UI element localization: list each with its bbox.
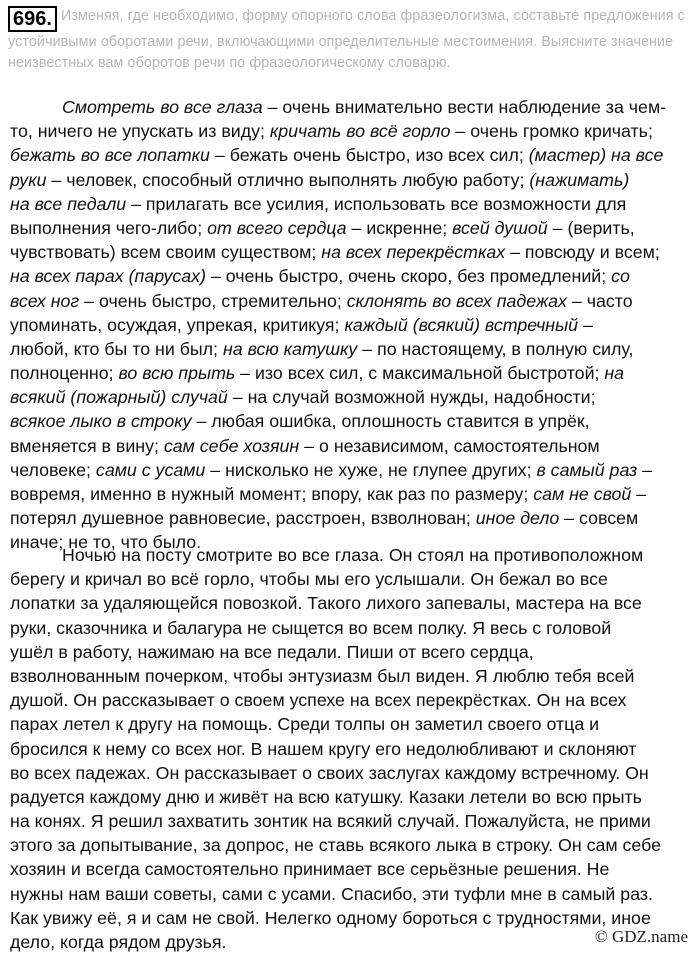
idiom-text: всех ног: [10, 290, 80, 311]
sentence-line: парах летел к другу на помощь. Среди толпы он заметил своего отца и: [10, 714, 600, 735]
idiom-text: в самый раз: [536, 459, 638, 480]
definition-text: – по настоящему, в полную силу,: [357, 338, 634, 359]
sentence-line: руки, сказочника и балагура не сыщется во всем полку. Я весь с головой: [10, 617, 612, 638]
definition-text: человеке;: [10, 459, 96, 480]
idiom-text: на все педали: [10, 193, 127, 214]
sentence-line: Ночью на посту смотрите во все глаза. Он стоял на противоположном: [62, 545, 644, 565]
idiom-text: всякий (пожарный) случай: [10, 387, 228, 408]
definition-text: потерял душевное равновесие, расстроен, взволнован;: [10, 508, 476, 529]
sentence-line: душой. Он рассказывает о своем успехе на всех перекрёстках. Он на всех: [10, 690, 627, 711]
definition-text: – (верить,: [547, 217, 635, 238]
definition-line: [10, 458, 690, 482]
idiom-text: на: [604, 363, 625, 384]
definition-text: любой, кто бы то ни был;: [10, 338, 223, 359]
sentence-line: этого за допытывание, за допрос, не ставь всякого лыка в строку. Он сам себе: [10, 835, 661, 856]
sentence-line: во всех падежах. Он рассказывает о своих заслугах каждому встречному. Он: [10, 762, 649, 783]
definition-line: [10, 482, 690, 506]
idiom-text: кричать во всё горло: [269, 121, 451, 142]
definition-line: [10, 192, 690, 216]
definition-line: [10, 95, 690, 119]
definition-text: – очень громко кричать;: [450, 121, 653, 142]
idiom-text: на всех парах (парусах): [10, 266, 206, 287]
definition-text: – очень быстро, очень скоро, без промедлений;: [206, 266, 612, 287]
definition-text: – человек, способный отлично выполнять любую работу;: [46, 169, 530, 190]
definition-line: [10, 216, 690, 240]
definition-text: – очень внимательно вести наблюдение за чем-: [262, 97, 667, 117]
definition-line: [10, 168, 690, 192]
definition-line: [10, 143, 690, 167]
definition-text: –: [578, 314, 593, 335]
idiom-text: руки: [10, 169, 47, 190]
definition-text: – изо всех сил, с максимальной быстротой;: [235, 363, 605, 384]
idiom-text: от всего сердца: [207, 217, 347, 238]
definition-line: [10, 337, 690, 361]
definition-text: чувствовать) всем своим существом;: [10, 242, 322, 263]
definition-text: – совсем: [559, 508, 639, 529]
definition-text: – прилагать все усилия, использовать все возможности для: [126, 193, 627, 214]
definition-line: [10, 119, 690, 143]
definition-text: – любая ошибка, оплошность ставится в упрёк,: [191, 411, 590, 432]
definition-text: –: [637, 459, 653, 480]
sentence-line: взволнованным почерком, чтобы энтузиазм был виден. Я люблю тебя всей: [10, 665, 635, 686]
idiom-text: всей душой: [452, 217, 548, 238]
idiom-text: всякое лыко в строку: [10, 411, 192, 432]
task-number: 696.: [8, 6, 57, 32]
idiom-text: на всю катушку: [222, 338, 358, 359]
definition-text: – бежать очень быстро, изо всех сил;: [209, 145, 529, 166]
idiom-text: сам себе хозяин: [163, 435, 300, 456]
watermark: © GDZ.name: [594, 927, 688, 946]
definitions-paragraph: [10, 95, 690, 555]
definition-text: иначе; не то, что было.: [10, 532, 202, 553]
example-sentences-paragraph: [10, 543, 690, 954]
definition-text: вовремя, именно в нужный момент; впору, как раз по размеру;: [10, 484, 534, 504]
definition-text: – на случай возможной нужды, надобности;: [227, 387, 596, 408]
definition-text: вменяется в вину;: [10, 435, 164, 456]
sentence-line: дело, когда рядом друзья.: [10, 932, 227, 952]
idiom-text: склонять во всех падежах: [346, 290, 567, 311]
sentence-line: берегу и кричал во всё горло, чтобы мы его услышали. Он бежал во все: [10, 569, 608, 590]
definition-text: упоминать, осуждая, упрекая, критикуя;: [10, 314, 345, 335]
definition-line: [10, 434, 690, 458]
idiom-text: иное дело: [475, 508, 560, 529]
idiom-text: Смотреть во все глаза: [62, 97, 263, 117]
definition-text: – нисколько не хуже, не глупее других;: [205, 459, 537, 480]
sentence-line: нужны нам ваши советы, сами с усами. Спасибо, эти туфли мне в самый раз.: [10, 883, 653, 904]
definition-text: – часто: [566, 290, 633, 311]
definition-line: [10, 385, 690, 409]
definition-text: – повсюду и всем;: [505, 242, 660, 263]
definition-line: [10, 313, 690, 337]
sentence-line: радуется каждому дню и живёт на всю катушку. Казаки летели во всю прыть: [10, 786, 642, 807]
definition-text: выполнения чего-либо;: [10, 217, 208, 238]
task-instruction: Изменяя, где необходимо, форму опорного слова фразеологизма, составьте предложения с устойчивыми оборотами речи, включающими определительные местоимения. Выясните значение неизвестных вам оборотов речи по фразеологическому словарю.: [8, 8, 685, 71]
idiom-text: сами с усами: [95, 459, 206, 480]
task-header: [8, 6, 692, 74]
idiom-text: на всех перекрёстках: [321, 242, 506, 263]
idiom-text: во всю прыть: [118, 363, 236, 384]
idiom-text: каждый (всякий) встречный: [344, 314, 579, 335]
sentence-line: на конях. Я решил захватить зонтик на всякий случай. Пожалуйста, не прими: [10, 811, 651, 832]
definition-text: –: [631, 484, 647, 504]
sentence-line: Как увижу её, я и сам не свой. Нелегко одному бороться с трудностями, иное: [10, 907, 651, 928]
definition-line: [10, 289, 690, 313]
sentence-line: ушёл в работу, нажимаю на все педали. Пиши от всего сердца,: [10, 641, 534, 662]
definition-text: полноценно;: [10, 363, 119, 384]
idiom-text: (мастер) на все: [528, 145, 664, 166]
sentence-line: лопатки за удаляющейся повозкой. Такого лихого запевалы, мастера на все: [10, 593, 642, 614]
idiom-text: (нажимать): [529, 169, 630, 190]
sentence-line: бросился к нему со всех ног. В нашем кругу его недолюбливают и склоняют: [10, 738, 637, 759]
definition-text: – очень быстро, стремительно;: [79, 290, 347, 311]
definition-line: [10, 409, 690, 433]
definition-line: [10, 361, 690, 385]
definition-text: то, ничего не упускать из виду;: [10, 121, 270, 142]
idiom-text: сам не свой: [533, 484, 632, 504]
definition-text: – искренне;: [346, 217, 453, 238]
idiom-text: бежать во все лопатки: [10, 145, 210, 166]
idiom-text: со: [611, 266, 630, 287]
definition-line: [10, 506, 690, 530]
definition-line: [10, 264, 690, 288]
definition-line: [10, 240, 690, 264]
definition-text: – о независимом, самостоятельном: [299, 435, 600, 456]
sentence-line: хозяин и всегда самостоятельно принимает все серьёзные решения. Не: [10, 859, 610, 880]
